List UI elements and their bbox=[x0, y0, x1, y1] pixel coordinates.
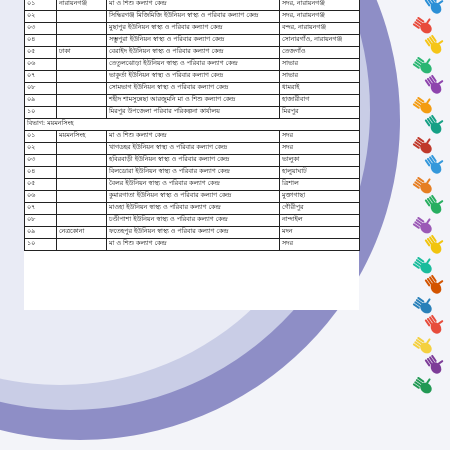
cell-center: মা ও শিশু কল্যাণ কেন্দ্র bbox=[107, 131, 280, 143]
section-heading: বিভাগ: ময়মনসিংহ bbox=[25, 119, 360, 131]
cell-serial: ১০ bbox=[25, 107, 57, 119]
cell-serial: ০৭ bbox=[25, 71, 57, 83]
table-row bbox=[25, 227, 360, 239]
cell-location: হাজারীবাগ bbox=[280, 95, 360, 107]
health-center-table bbox=[24, 0, 360, 251]
table-row bbox=[25, 35, 360, 47]
hand-icon bbox=[412, 212, 436, 235]
cell-location: ধামরাই bbox=[280, 83, 360, 95]
table-row bbox=[25, 11, 360, 23]
cell-district bbox=[57, 35, 107, 47]
cell-district bbox=[57, 179, 107, 191]
cell-district bbox=[57, 59, 107, 71]
cell-center: খাগডহর ইউনিয়ন স্বাস্থ্য ও পরিবার কল্যাণ কেন্দ্র bbox=[107, 143, 280, 155]
hand-icon bbox=[412, 12, 436, 35]
table-row bbox=[25, 239, 360, 251]
table-body bbox=[25, 0, 360, 251]
table-row bbox=[25, 179, 360, 191]
cell-district: ময়মনসিংহ bbox=[57, 131, 107, 143]
cell-center: সোমভাগ ইউনিয়ন স্বাস্থ্য ও পরিবার কল্যাণ কেন্দ্র bbox=[107, 83, 280, 95]
cell-district: নেত্রকোনা bbox=[57, 227, 107, 239]
cell-serial: ০৩ bbox=[25, 23, 57, 35]
table-row bbox=[25, 167, 360, 179]
cell-center: বেরাইদ ইউনিয়ন স্বাস্থ্য ও পরিবার কল্যাণ কেন্দ্র bbox=[107, 47, 280, 59]
cell-center: মুছাপুর ইউনিয়ন স্বাস্থ্য ও পরিবার কল্যাণ কেন্দ্র bbox=[107, 23, 280, 35]
cell-serial: ০৯ bbox=[25, 227, 57, 239]
cell-serial: ০৬ bbox=[25, 191, 57, 203]
cell-serial: ০৩ bbox=[25, 155, 57, 167]
hand-icon bbox=[412, 92, 436, 115]
cell-serial: ০৬ bbox=[25, 59, 57, 71]
cell-serial: ০৯ bbox=[25, 95, 57, 107]
hand-icon bbox=[412, 52, 436, 75]
section-row bbox=[25, 119, 360, 131]
cell-serial: ০১ bbox=[25, 0, 57, 11]
cell-serial: ০২ bbox=[25, 143, 57, 155]
cell-district bbox=[57, 83, 107, 95]
cell-district bbox=[57, 11, 107, 23]
cell-location: সদর bbox=[280, 143, 360, 155]
hand-icon bbox=[424, 352, 447, 376]
cell-serial: ০৮ bbox=[25, 215, 57, 227]
cell-location: হালুয়াঘাট bbox=[280, 167, 360, 179]
table-row bbox=[25, 155, 360, 167]
hand-icon bbox=[412, 372, 436, 395]
cell-serial: ০২ bbox=[25, 11, 57, 23]
table-row bbox=[25, 215, 360, 227]
hand-icon bbox=[412, 292, 436, 315]
cell-location: সদর bbox=[280, 239, 360, 251]
cell-location: সাভার bbox=[280, 71, 360, 83]
cell-location: মদন bbox=[280, 227, 360, 239]
cell-center: ফতেহপুর ইউনিয়ন স্বাস্থ্য ও পরিবার কল্যাণ কেন্দ্র bbox=[107, 227, 280, 239]
cell-center: কুমারগাতা ইউনিয়ন স্বাস্থ্য ও পরিবার কল্যাণ কেন্দ্র bbox=[107, 191, 280, 203]
cell-district bbox=[57, 215, 107, 227]
table-row bbox=[25, 131, 360, 143]
hand-icon bbox=[424, 152, 447, 176]
cell-district bbox=[57, 23, 107, 35]
cell-district bbox=[57, 155, 107, 167]
cell-center: মা ও শিশু কল্যাণ কেন্দ্র bbox=[107, 0, 280, 11]
cell-serial: ০৮ bbox=[25, 83, 57, 95]
hand-icon bbox=[424, 192, 447, 216]
cell-location: বন্দর, নারায়নগঞ্জ bbox=[280, 23, 360, 35]
cell-location: গৌরীপুর bbox=[280, 203, 360, 215]
table-row bbox=[25, 71, 360, 83]
hand-icon bbox=[424, 272, 447, 296]
table-row bbox=[25, 143, 360, 155]
cell-serial: ০৫ bbox=[25, 47, 57, 59]
cell-district bbox=[57, 95, 107, 107]
cell-location: তেজগাঁও bbox=[280, 47, 360, 59]
cell-center: সম্ভুপুরা ইউনিয়ন স্বাস্থ্য ও পরিবার কল্যাণ কেন্দ্র bbox=[107, 35, 280, 47]
table-row bbox=[25, 23, 360, 35]
cell-location: মিরপুর bbox=[280, 107, 360, 119]
cell-location: মুক্তাগাছা bbox=[280, 191, 360, 203]
cell-serial: ০৪ bbox=[25, 35, 57, 47]
table-row bbox=[25, 47, 360, 59]
cell-center: হবিরবাড়ী ইউনিয়ন স্বাস্থ্য ও পরিবার কল্যাণ কেন্দ্র bbox=[107, 155, 280, 167]
cell-location: সদর, নারায়নগঞ্জ bbox=[280, 11, 360, 23]
hand-icon bbox=[424, 232, 447, 256]
cell-serial: ০৪ bbox=[25, 167, 57, 179]
table-row bbox=[25, 107, 360, 119]
cell-center: বৈলর ইউনিয়ন স্বাস্থ্য ও পরিবার কল্যাণ কেন্দ্র bbox=[107, 179, 280, 191]
table-row bbox=[25, 59, 360, 71]
table-row bbox=[25, 95, 360, 107]
hand-icon bbox=[412, 172, 436, 195]
cell-location: ত্রিশাল bbox=[280, 179, 360, 191]
cell-location: সাভার bbox=[280, 59, 360, 71]
cell-district bbox=[57, 143, 107, 155]
cell-district bbox=[57, 167, 107, 179]
hand-icon bbox=[424, 0, 447, 16]
hand-icon bbox=[424, 32, 447, 56]
cell-district bbox=[57, 107, 107, 119]
cell-district: নারায়নগঞ্জ bbox=[57, 0, 107, 11]
cell-center: মিরপুর উপজেলা পরিবার পরিকল্পনা কার্যালয় bbox=[107, 107, 280, 119]
table-row bbox=[25, 0, 360, 11]
cell-center: তেতুলঝোড়া ইউনিয়ন স্বাস্থ্য ও পরিবার কল্যাণ কেন্দ্র bbox=[107, 59, 280, 71]
cell-serial: ০১ bbox=[25, 131, 57, 143]
hand-icon bbox=[424, 312, 447, 336]
cell-location: ভালুকা bbox=[280, 155, 360, 167]
hand-icon bbox=[412, 332, 436, 355]
cell-center: চণ্ডীপাশা ইউনিয়ন স্বাস্থ্য ও পরিবার কল্যাণ কেন্দ্র bbox=[107, 215, 280, 227]
cell-center: বিলডোরা ইউনিয়ন স্বাস্থ্য ও পরিবার কল্যাণ কেন্দ্র bbox=[107, 167, 280, 179]
cell-district bbox=[57, 239, 107, 251]
table-row bbox=[25, 83, 360, 95]
cell-center: মা ও শিশু কল্যাণ কেন্দ্র bbox=[107, 239, 280, 251]
cell-serial: ১০ bbox=[25, 239, 57, 251]
cell-serial: ০৫ bbox=[25, 179, 57, 191]
cell-serial: ০৭ bbox=[25, 203, 57, 215]
cell-center: মাওহা ইউনিয়ন স্বাস্থ্য ও পরিবার কল্যাণ কেন্দ্র bbox=[107, 203, 280, 215]
cell-center: ভাকুর্তা ইউনিয়ন স্বাস্থ্য ও পরিবার কল্যাণ কেন্দ্র bbox=[107, 71, 280, 83]
cell-location: সদর bbox=[280, 131, 360, 143]
hand-icon bbox=[424, 72, 447, 96]
table-row bbox=[25, 203, 360, 215]
cell-center: শহীদ শামসুন্নেছা আরজুমনি মা ও শিশু কল্যাণ কেন্দ্র bbox=[107, 95, 280, 107]
cell-district bbox=[57, 191, 107, 203]
hand-icon bbox=[412, 252, 436, 275]
cell-district bbox=[57, 203, 107, 215]
cell-location: নান্দাইল bbox=[280, 215, 360, 227]
cell-district bbox=[57, 71, 107, 83]
cell-center: সিদ্ধিরগঞ্জ মিজিমিজি ইউনিয়ন স্বাস্থ্য ও পরিবার কল্যাণ কেন্দ্র bbox=[107, 11, 280, 23]
colorful-hands-decoration bbox=[410, 0, 450, 450]
hand-icon bbox=[412, 132, 436, 155]
cell-location: সদর, নারায়নগঞ্জ bbox=[280, 0, 360, 11]
hand-icon bbox=[424, 112, 447, 136]
cell-district: ঢাকা bbox=[57, 47, 107, 59]
table-row bbox=[25, 191, 360, 203]
cell-location: সোনারগাঁও, নারায়নগঞ্জ bbox=[280, 35, 360, 47]
